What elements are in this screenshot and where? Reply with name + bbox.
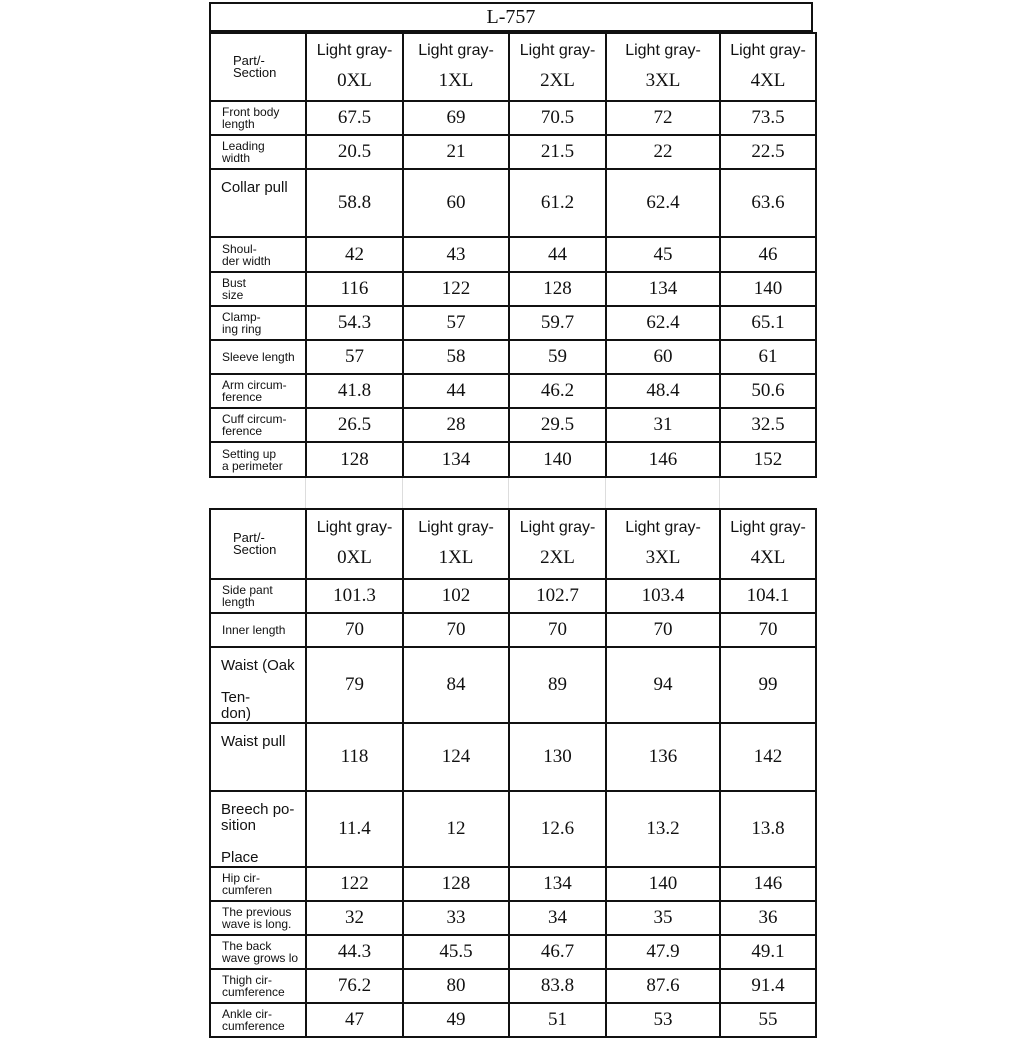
measurement-cell: 140 [606, 867, 720, 901]
measurement-cell: 59 [509, 340, 606, 374]
size-column-header [509, 33, 606, 101]
table-row [210, 723, 816, 791]
size-label: 0XL [337, 547, 372, 568]
part-name-cell: Arm circum- ference [210, 374, 306, 408]
measurement-cell: 142 [720, 723, 816, 791]
color-label: Light gray- [730, 519, 806, 536]
size-label: 2XL [540, 547, 575, 568]
table-row [210, 374, 816, 408]
measurement-cell: 12.6 [509, 791, 606, 867]
part-name-cell: Waist pull [210, 723, 306, 791]
measurement-cell: 89 [509, 647, 606, 723]
measurement-cell: 67.5 [306, 101, 403, 135]
measurement-cell: 47.9 [606, 935, 720, 969]
measurement-cell: 128 [306, 442, 403, 477]
measurement-cell: 101.3 [306, 579, 403, 613]
color-label: Light gray- [316, 519, 393, 536]
part-name-cell: Front body length [210, 101, 306, 135]
measurement-cell: 152 [720, 442, 816, 477]
measurement-cell: 60 [606, 340, 720, 374]
measurement-cell: 50.6 [720, 374, 816, 408]
measurement-cell: 136 [606, 723, 720, 791]
table-row [210, 1003, 816, 1037]
part-name-cell: Waist (Oak Ten- don) [210, 647, 306, 723]
measurement-cell: 134 [403, 442, 509, 477]
measurement-cell: 62.4 [606, 306, 720, 340]
size-label: 2XL [540, 70, 575, 91]
size-column-header [403, 509, 509, 579]
table-row [210, 340, 816, 374]
measurement-cell: 128 [509, 272, 606, 306]
measurement-cell: 11.4 [306, 791, 403, 867]
measurement-cell: 122 [306, 867, 403, 901]
measurement-cell: 65.1 [720, 306, 816, 340]
measurement-cell: 49.1 [720, 935, 816, 969]
part-name-cell: The back wave grows lo [210, 935, 306, 969]
size-column-header [720, 509, 816, 579]
measurement-cell: 12 [403, 791, 509, 867]
measurement-cell: 49 [403, 1003, 509, 1037]
color-label: Light gray- [625, 519, 701, 536]
part-name-cell: Thigh cir- cumference [210, 969, 306, 1003]
measurement-cell: 57 [403, 306, 509, 340]
size-column-header [306, 509, 403, 579]
measurement-cell: 70 [403, 613, 509, 647]
part-name-cell: Sleeve length [210, 340, 306, 374]
measurement-cell: 36 [720, 901, 816, 935]
measurement-cell: 51 [509, 1003, 606, 1037]
measurement-cell: 70 [306, 613, 403, 647]
part-name-cell: Leading width [210, 135, 306, 169]
part-name-cell: Bust size [210, 272, 306, 306]
measurement-cell: 118 [306, 723, 403, 791]
table-row [210, 306, 816, 340]
measurement-cell: 70 [720, 613, 816, 647]
table-row [210, 408, 816, 442]
measurement-cell: 21.5 [509, 135, 606, 169]
measurement-cell: 103.4 [606, 579, 720, 613]
color-label: Light gray- [519, 42, 596, 59]
measurement-cell: 46.7 [509, 935, 606, 969]
measurement-cell: 45.5 [403, 935, 509, 969]
color-label: Light gray- [625, 42, 701, 59]
measurement-cell: 58 [403, 340, 509, 374]
size-chart-sheet [209, 0, 815, 1033]
measurement-cell: 44.3 [306, 935, 403, 969]
part-name-cell: Collar pull [210, 169, 306, 237]
measurement-cell: 55 [720, 1003, 816, 1037]
measurement-cell: 102.7 [509, 579, 606, 613]
part-name-cell: Hip cir- cumferen [210, 867, 306, 901]
measurement-cell: 80 [403, 969, 509, 1003]
measurement-cell: 69 [403, 101, 509, 135]
measurement-cell: 146 [606, 442, 720, 477]
measurement-cell: 76.2 [306, 969, 403, 1003]
measurement-cell: 41.8 [306, 374, 403, 408]
table-row [210, 791, 816, 867]
measurement-cell: 58.8 [306, 169, 403, 237]
size-label: 0XL [337, 70, 372, 91]
size-label: 1XL [438, 547, 474, 568]
measurement-cell: 22 [606, 135, 720, 169]
measurement-cell: 94 [606, 647, 720, 723]
measurement-cell: 34 [509, 901, 606, 935]
size-column-header [606, 509, 720, 579]
part-name-cell: Ankle cir- cumference [210, 1003, 306, 1037]
measurement-cell: 13.8 [720, 791, 816, 867]
measurement-cell: 20.5 [306, 135, 403, 169]
part-name-cell: Cuff circum- ference [210, 408, 306, 442]
size-label: 4XL [750, 70, 786, 91]
measurement-cell: 44 [403, 374, 509, 408]
top-size-table [209, 32, 817, 478]
chart-title: L-757 [209, 2, 813, 32]
measurement-cell: 57 [306, 340, 403, 374]
table-gap [209, 478, 815, 508]
part-name-cell: Setting up a perimeter [210, 442, 306, 477]
measurement-cell: 72 [606, 101, 720, 135]
table-row [210, 867, 816, 901]
size-label: 4XL [750, 547, 786, 568]
table-row [210, 237, 816, 272]
measurement-cell: 48.4 [606, 374, 720, 408]
part-section-header: Part/- Section [210, 33, 306, 101]
measurement-cell: 134 [509, 867, 606, 901]
table-row [210, 272, 816, 306]
measurement-cell: 21 [403, 135, 509, 169]
measurement-cell: 134 [606, 272, 720, 306]
measurement-cell: 42 [306, 237, 403, 272]
measurement-cell: 44 [509, 237, 606, 272]
table-row [210, 901, 816, 935]
size-label: 3XL [645, 70, 681, 91]
measurement-cell: 13.2 [606, 791, 720, 867]
measurement-cell: 22.5 [720, 135, 816, 169]
part-name-cell: Clamp- ing ring [210, 306, 306, 340]
table-row [210, 647, 816, 723]
measurement-cell: 32 [306, 901, 403, 935]
measurement-cell: 122 [403, 272, 509, 306]
color-label: Light gray- [418, 519, 494, 536]
color-label: Light gray- [418, 42, 494, 59]
measurement-cell: 46 [720, 237, 816, 272]
table-row [210, 169, 816, 237]
table-row [210, 101, 816, 135]
measurement-cell: 43 [403, 237, 509, 272]
size-column-header [403, 33, 509, 101]
table-row [210, 135, 816, 169]
measurement-cell: 87.6 [606, 969, 720, 1003]
measurement-cell: 32.5 [720, 408, 816, 442]
size-column-header [720, 33, 816, 101]
measurement-cell: 99 [720, 647, 816, 723]
measurement-cell: 45 [606, 237, 720, 272]
measurement-cell: 140 [509, 442, 606, 477]
color-label: Light gray- [730, 42, 806, 59]
measurement-cell: 54.3 [306, 306, 403, 340]
measurement-cell: 28 [403, 408, 509, 442]
size-column-header [509, 509, 606, 579]
part-name-cell: Inner length [210, 613, 306, 647]
measurement-cell: 35 [606, 901, 720, 935]
measurement-cell: 124 [403, 723, 509, 791]
measurement-cell: 84 [403, 647, 509, 723]
part-name-cell: Shoul- der width [210, 237, 306, 272]
part-name-cell: Side pant length [210, 579, 306, 613]
measurement-cell: 53 [606, 1003, 720, 1037]
measurement-cell: 46.2 [509, 374, 606, 408]
table-row [210, 442, 816, 477]
table-row [210, 935, 816, 969]
part-name-cell: The previous wave is long. [210, 901, 306, 935]
measurement-cell: 59.7 [509, 306, 606, 340]
table-row [210, 613, 816, 647]
size-column-header [306, 33, 403, 101]
measurement-cell: 26.5 [306, 408, 403, 442]
measurement-cell: 60 [403, 169, 509, 237]
measurement-cell: 63.6 [720, 169, 816, 237]
measurement-cell: 31 [606, 408, 720, 442]
measurement-cell: 29.5 [509, 408, 606, 442]
measurement-cell: 70 [606, 613, 720, 647]
measurement-cell: 102 [403, 579, 509, 613]
measurement-cell: 116 [306, 272, 403, 306]
size-label: 3XL [645, 547, 681, 568]
measurement-cell: 140 [720, 272, 816, 306]
measurement-cell: 70 [509, 613, 606, 647]
part-section-header: Part/- Section [210, 509, 306, 579]
measurement-cell: 104.1 [720, 579, 816, 613]
measurement-cell: 47 [306, 1003, 403, 1037]
measurement-cell: 61.2 [509, 169, 606, 237]
measurement-cell: 128 [403, 867, 509, 901]
color-label: Light gray- [316, 42, 393, 59]
measurement-cell: 70.5 [509, 101, 606, 135]
measurement-cell: 130 [509, 723, 606, 791]
part-name-cell: Breech po- sition Place [210, 791, 306, 867]
bottom-size-table [209, 508, 817, 1038]
size-label: 1XL [438, 70, 474, 91]
measurement-cell: 33 [403, 901, 509, 935]
measurement-cell: 91.4 [720, 969, 816, 1003]
measurement-cell: 146 [720, 867, 816, 901]
table-row [210, 969, 816, 1003]
measurement-cell: 61 [720, 340, 816, 374]
table-row [210, 579, 816, 613]
color-label: Light gray- [519, 519, 596, 536]
measurement-cell: 62.4 [606, 169, 720, 237]
size-column-header [606, 33, 720, 101]
measurement-cell: 79 [306, 647, 403, 723]
measurement-cell: 73.5 [720, 101, 816, 135]
measurement-cell: 83.8 [509, 969, 606, 1003]
